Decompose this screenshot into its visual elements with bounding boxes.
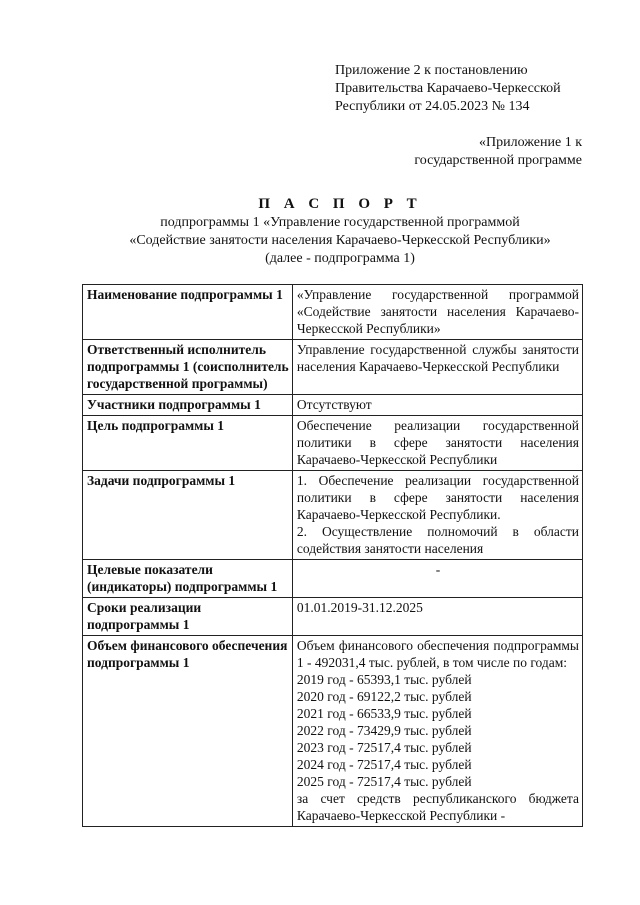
- row-name: Участники подпрограммы 1: [83, 395, 293, 416]
- row-value: -: [292, 560, 582, 598]
- subtitle-line: «Содействие занятости населения Карачаево-Черкесской Республики»: [129, 233, 551, 248]
- row-value: [292, 471, 582, 560]
- funding-year: 2022 год - 73429,9 тыс. рублей: [296, 723, 472, 738]
- table-row: [83, 560, 583, 598]
- table-row: [83, 285, 583, 340]
- row-value: 01.01.2019-31.12.2025: [292, 598, 582, 636]
- row-name: Целевые показатели (индикаторы) подпрограммы 1: [83, 560, 293, 598]
- appendix-line: «Приложение 1 к: [479, 135, 582, 150]
- table-row: [83, 636, 583, 827]
- passport-table: [82, 284, 583, 827]
- row-value: «Управление государственной программой «Содействие занятости населения Карачаево-Черкесской Республики»: [292, 285, 582, 340]
- row-name: Сроки реализации подпрограммы 1: [83, 598, 293, 636]
- table-row: [83, 471, 583, 560]
- subtitle-line: подпрограммы 1 «Управление государственной программой: [160, 215, 520, 230]
- appendix-line: Республики от 24.05.2023 № 134: [335, 99, 530, 114]
- funding-year: 2020 год - 69122,2 тыс. рублей: [296, 689, 472, 704]
- funding-year: 2019 год - 65393,1 тыс. рублей: [296, 672, 472, 687]
- funding-year: 2025 год - 72517,4 тыс. рублей: [296, 774, 472, 789]
- table-row: [83, 598, 583, 636]
- funding-year: 2021 год - 66533,9 тыс. рублей: [296, 706, 472, 721]
- funding-year: 2023 год - 72517,4 тыс. рублей: [296, 740, 472, 755]
- program-appendix-note: [414, 134, 582, 170]
- row-value: Управление государственной службы занятости населения Карачаево-Черкесской Республики: [292, 340, 582, 395]
- row-value: Отсутствуют: [292, 395, 582, 416]
- document-subtitle: [0, 214, 640, 268]
- appendix-line: Приложение 2 к постановлению: [335, 63, 528, 78]
- funding-source: за счет средств республиканского бюджета Карачаево-Черкесской Республики -: [296, 791, 579, 823]
- row-name: Цель подпрограммы 1: [83, 416, 293, 471]
- table-row: [83, 395, 583, 416]
- table-row: [83, 416, 583, 471]
- row-value: [292, 636, 582, 827]
- task-item: 2. Осуществление полномочий в области содействия занятости населения: [296, 524, 579, 556]
- appendix-line: государственной программе: [414, 153, 582, 168]
- appendix-line: Правительства Карачаево-Черкесской: [335, 81, 561, 96]
- table-row: [83, 340, 583, 395]
- appendix-note: [335, 62, 561, 116]
- row-value: Обеспечение реализации государственной политики в сфере занятости населения Карачаево-Черкесской Республики: [292, 416, 582, 471]
- document-title: П А С П О Р Т: [258, 196, 422, 212]
- task-item: 1. Обеспечение реализации государственной политики в сфере занятости населения Карачаево-Черкесской Республики.: [296, 473, 579, 522]
- subtitle-line: (далее - подпрограмма 1): [265, 251, 415, 266]
- funding-summary: Объем финансового обеспечения подпрограммы 1 - 492031,4 тыс. рублей, в том числе по годам:: [296, 638, 579, 670]
- row-name: Наименование подпрограммы 1: [83, 285, 293, 340]
- row-name: Объем финансового обеспечения подпрограммы 1: [83, 636, 293, 827]
- funding-year: 2024 год - 72517,4 тыс. рублей: [296, 757, 472, 772]
- row-name: Ответственный исполнитель подпрограммы 1 (соисполнитель государственной программы): [83, 340, 293, 395]
- row-name: Задачи подпрограммы 1: [83, 471, 293, 560]
